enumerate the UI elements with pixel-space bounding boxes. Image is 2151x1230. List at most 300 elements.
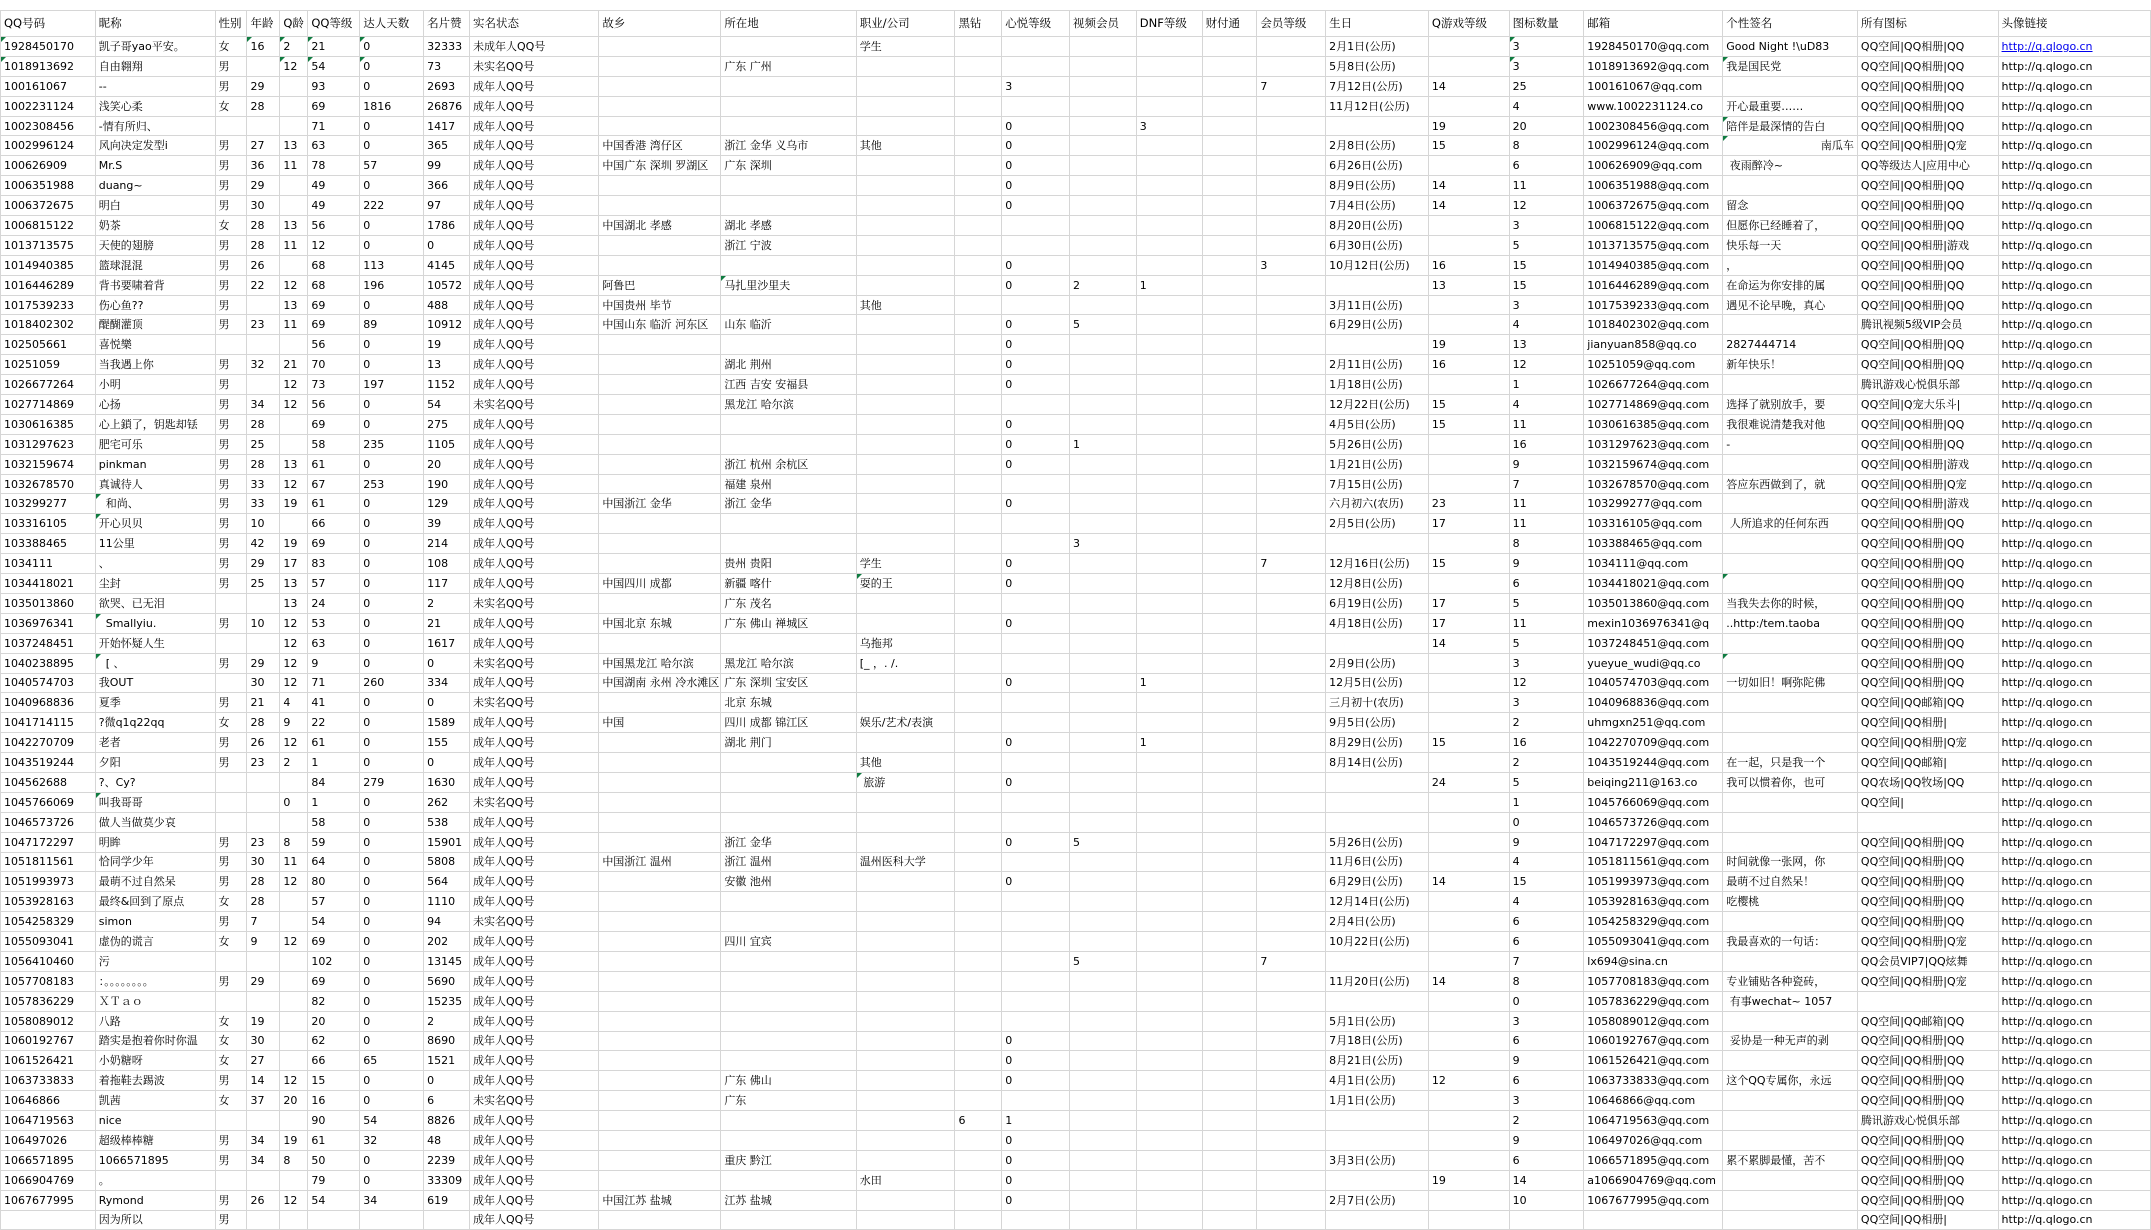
cell-birthday[interactable] xyxy=(1326,792,1429,812)
cell-dnf_level[interactable] xyxy=(1136,136,1202,156)
cell-realname_status[interactable]: 成年人QQ号 xyxy=(470,832,599,852)
cell-qage[interactable] xyxy=(280,951,308,971)
cell-qq[interactable]: 1018913692 xyxy=(1,56,96,76)
cell-xinyue_level[interactable]: 0 xyxy=(1002,1130,1070,1150)
cell-job[interactable] xyxy=(856,1210,955,1230)
cell-all_icons[interactable]: QQ空间|QQ相册|QQ xyxy=(1857,872,1998,892)
cell-location[interactable] xyxy=(721,1111,856,1131)
cell-email[interactable]: 1032159674@qq.com xyxy=(1584,454,1723,474)
cell-daren_days[interactable]: 0 xyxy=(360,1031,424,1051)
cell-realname_status[interactable]: 成年人QQ号 xyxy=(470,971,599,991)
cell-qgame_level[interactable] xyxy=(1428,37,1509,57)
cell-avatar_link[interactable]: http://q.qlogo.cn xyxy=(1998,156,2150,176)
cell-realname_status[interactable]: 未实名QQ号 xyxy=(470,653,599,673)
cell-dnf_level[interactable] xyxy=(1136,932,1202,952)
cell-qq_level[interactable]: 1 xyxy=(308,753,360,773)
cell-black_diamond[interactable] xyxy=(955,494,1002,514)
cell-all_icons[interactable]: QQ空间|QQ相册|QQ xyxy=(1857,574,1998,594)
cell-all_icons[interactable]: QQ空间|QQ相册|QQ xyxy=(1857,832,1998,852)
cell-realname_status[interactable]: 成年人QQ号 xyxy=(470,434,599,454)
cell-email[interactable]: uhmgxn251@qq.com xyxy=(1584,713,1723,733)
cell-icon_count[interactable]: 10 xyxy=(1509,1190,1584,1210)
cell-realname_status[interactable]: 成年人QQ号 xyxy=(470,1011,599,1031)
cell-card_likes[interactable]: 5808 xyxy=(424,852,470,872)
cell-all_icons[interactable]: QQ空间|QQ相册|QQ xyxy=(1857,1190,1998,1210)
cell-all_icons[interactable]: 腾讯视频5级VIP会员 xyxy=(1857,315,1998,335)
cell-birthday[interactable]: 12月14日(公历) xyxy=(1326,892,1429,912)
cell-nickname[interactable]: nice xyxy=(95,1111,215,1131)
cell-qq[interactable]: 1026677264 xyxy=(1,375,96,395)
cell-xinyue_level[interactable]: 0 xyxy=(1002,1190,1070,1210)
cell-tenpay[interactable] xyxy=(1202,792,1257,812)
cell-qage[interactable]: 12 xyxy=(280,375,308,395)
cell-icon_count[interactable]: 0 xyxy=(1509,991,1584,1011)
cell-qage[interactable]: 13 xyxy=(280,136,308,156)
cell-icon_count[interactable]: 11 xyxy=(1509,613,1584,633)
cell-black_diamond[interactable]: 6 xyxy=(955,1111,1002,1131)
cell-card_likes[interactable]: 2 xyxy=(424,593,470,613)
column-header-location[interactable]: 所在地 xyxy=(721,11,856,37)
cell-black_diamond[interactable] xyxy=(955,653,1002,673)
cell-nickname[interactable]: ＸＴａｏ xyxy=(95,991,215,1011)
cell-qq[interactable]: 1016446289 xyxy=(1,275,96,295)
cell-icon_count[interactable]: 0 xyxy=(1509,812,1584,832)
cell-dnf_level[interactable] xyxy=(1136,474,1202,494)
cell-location[interactable] xyxy=(721,196,856,216)
cell-black_diamond[interactable] xyxy=(955,912,1002,932)
cell-qq[interactable]: 1045766069 xyxy=(1,792,96,812)
cell-qq_level[interactable]: 53 xyxy=(308,613,360,633)
cell-qage[interactable]: 19 xyxy=(280,1130,308,1150)
cell-qgame_level[interactable] xyxy=(1428,693,1509,713)
cell-xinyue_level[interactable]: 0 xyxy=(1002,315,1070,335)
cell-age[interactable]: 23 xyxy=(247,315,280,335)
cell-tenpay[interactable] xyxy=(1202,593,1257,613)
cell-black_diamond[interactable] xyxy=(955,713,1002,733)
cell-job[interactable]: 学生 xyxy=(856,554,955,574)
cell-video_vip[interactable] xyxy=(1069,56,1136,76)
cell-age[interactable] xyxy=(247,116,280,136)
cell-qage[interactable] xyxy=(280,434,308,454)
column-header-signature[interactable]: 个性签名 xyxy=(1723,11,1858,37)
cell-dnf_level[interactable] xyxy=(1136,574,1202,594)
cell-card_likes[interactable]: 1110 xyxy=(424,892,470,912)
cell-realname_status[interactable]: 成年人QQ号 xyxy=(470,554,599,574)
cell-nickname[interactable]: 心扬 xyxy=(95,395,215,415)
cell-nickname[interactable]: 开心贝贝 xyxy=(95,514,215,534)
cell-qgame_level[interactable] xyxy=(1428,1091,1509,1111)
cell-qq_level[interactable]: 49 xyxy=(308,196,360,216)
cell-job[interactable] xyxy=(856,812,955,832)
cell-signature[interactable]: 2827444714 xyxy=(1723,335,1858,355)
cell-location[interactable]: 北京 东城 xyxy=(721,693,856,713)
cell-qgame_level[interactable] xyxy=(1428,912,1509,932)
cell-vip_level[interactable] xyxy=(1257,932,1326,952)
cell-gender[interactable]: 男 xyxy=(215,176,247,196)
cell-tenpay[interactable] xyxy=(1202,772,1257,792)
cell-daren_days[interactable]: 0 xyxy=(360,235,424,255)
cell-qgame_level[interactable]: 19 xyxy=(1428,1170,1509,1190)
cell-job[interactable]: 乌拖邦 xyxy=(856,633,955,653)
cell-icon_count[interactable] xyxy=(1509,1210,1584,1230)
cell-qq[interactable]: 100626909 xyxy=(1,156,96,176)
cell-dnf_level[interactable] xyxy=(1136,494,1202,514)
cell-email[interactable]: 1030616385@qq.com xyxy=(1584,414,1723,434)
cell-xinyue_level[interactable] xyxy=(1002,792,1070,812)
cell-icon_count[interactable]: 3 xyxy=(1509,295,1584,315)
cell-black_diamond[interactable] xyxy=(955,534,1002,554)
cell-vip_level[interactable] xyxy=(1257,872,1326,892)
cell-nickname[interactable]: 自由翱翔 xyxy=(95,56,215,76)
cell-qq_level[interactable]: 69 xyxy=(308,295,360,315)
cell-realname_status[interactable]: 未实名QQ号 xyxy=(470,912,599,932)
cell-birthday[interactable] xyxy=(1326,1170,1429,1190)
cell-qage[interactable]: 12 xyxy=(280,395,308,415)
column-header-age[interactable]: 年龄 xyxy=(247,11,280,37)
cell-nickname[interactable]: 污 xyxy=(95,951,215,971)
cell-tenpay[interactable] xyxy=(1202,176,1257,196)
cell-card_likes[interactable]: 1417 xyxy=(424,116,470,136)
cell-card_likes[interactable]: 2693 xyxy=(424,76,470,96)
cell-qq_level[interactable]: 90 xyxy=(308,1111,360,1131)
cell-vip_level[interactable] xyxy=(1257,713,1326,733)
cell-daren_days[interactable]: 0 xyxy=(360,1011,424,1031)
cell-icon_count[interactable]: 3 xyxy=(1509,693,1584,713)
cell-dnf_level[interactable] xyxy=(1136,235,1202,255)
cell-job[interactable] xyxy=(856,673,955,693)
cell-all_icons[interactable]: QQ空间|QQ相册|QQ xyxy=(1857,255,1998,275)
cell-daren_days[interactable]: 0 xyxy=(360,653,424,673)
cell-job[interactable] xyxy=(856,156,955,176)
cell-vip_level[interactable] xyxy=(1257,1150,1326,1170)
cell-qq_level[interactable]: 58 xyxy=(308,812,360,832)
cell-all_icons[interactable]: QQ等级达人|应用中心 xyxy=(1857,156,1998,176)
cell-dnf_level[interactable]: 1 xyxy=(1136,673,1202,693)
cell-black_diamond[interactable] xyxy=(955,1170,1002,1190)
cell-email[interactable]: 106497026@qq.com xyxy=(1584,1130,1723,1150)
cell-email[interactable]: 1006351988@qq.com xyxy=(1584,176,1723,196)
cell-video_vip[interactable] xyxy=(1069,196,1136,216)
cell-email[interactable]: 1040574703@qq.com xyxy=(1584,673,1723,693)
column-header-xinyue_level[interactable]: 心悦等级 xyxy=(1002,11,1070,37)
cell-hometown[interactable] xyxy=(599,434,721,454)
cell-xinyue_level[interactable]: 0 xyxy=(1002,335,1070,355)
cell-birthday[interactable]: 5月1日(公历) xyxy=(1326,1011,1429,1031)
cell-hometown[interactable] xyxy=(599,1071,721,1091)
cell-qgame_level[interactable] xyxy=(1428,434,1509,454)
cell-location[interactable] xyxy=(721,37,856,57)
cell-xinyue_level[interactable] xyxy=(1002,991,1070,1011)
cell-qq_level[interactable]: 58 xyxy=(308,434,360,454)
cell-age[interactable]: 26 xyxy=(247,255,280,275)
cell-card_likes[interactable]: 20 xyxy=(424,454,470,474)
cell-qgame_level[interactable] xyxy=(1428,96,1509,116)
cell-age[interactable] xyxy=(247,593,280,613)
cell-daren_days[interactable]: 0 xyxy=(360,951,424,971)
cell-age[interactable]: 28 xyxy=(247,872,280,892)
cell-age[interactable]: 10 xyxy=(247,514,280,534)
cell-email[interactable]: 1040968836@qq.com xyxy=(1584,693,1723,713)
cell-hometown[interactable] xyxy=(599,56,721,76)
cell-daren_days[interactable]: 0 xyxy=(360,633,424,653)
cell-nickname[interactable]: 做人当做莫少哀 xyxy=(95,812,215,832)
cell-qgame_level[interactable] xyxy=(1428,474,1509,494)
cell-dnf_level[interactable] xyxy=(1136,176,1202,196)
cell-gender[interactable]: 男 xyxy=(215,196,247,216)
cell-age[interactable]: 28 xyxy=(247,713,280,733)
cell-video_vip[interactable] xyxy=(1069,375,1136,395)
cell-avatar_link[interactable]: http://q.qlogo.cn xyxy=(1998,1190,2150,1210)
cell-xinyue_level[interactable]: 0 xyxy=(1002,1051,1070,1071)
cell-all_icons[interactable]: QQ空间|QQ相册|QQ xyxy=(1857,1150,1998,1170)
cell-job[interactable] xyxy=(856,414,955,434)
cell-card_likes[interactable]: 15235 xyxy=(424,991,470,1011)
cell-black_diamond[interactable] xyxy=(955,295,1002,315)
cell-black_diamond[interactable] xyxy=(955,375,1002,395)
cell-qq[interactable]: 1057708183 xyxy=(1,971,96,991)
cell-video_vip[interactable] xyxy=(1069,753,1136,773)
cell-email[interactable]: 1002996124@qq.com xyxy=(1584,136,1723,156)
cell-card_likes[interactable]: 0 xyxy=(424,693,470,713)
cell-qq[interactable]: 1030616385 xyxy=(1,414,96,434)
cell-qage[interactable]: 8 xyxy=(280,1150,308,1170)
cell-xinyue_level[interactable] xyxy=(1002,912,1070,932)
cell-vip_level[interactable] xyxy=(1257,275,1326,295)
cell-qq_level[interactable]: 56 xyxy=(308,335,360,355)
cell-qq_level[interactable] xyxy=(308,1210,360,1230)
cell-dnf_level[interactable] xyxy=(1136,852,1202,872)
cell-vip_level[interactable]: 7 xyxy=(1257,554,1326,574)
cell-icon_count[interactable]: 16 xyxy=(1509,733,1584,753)
cell-gender[interactable] xyxy=(215,812,247,832)
cell-signature[interactable]: 妥协是一种无声的剥 xyxy=(1723,1031,1858,1051)
cell-location[interactable]: 广东 佛山 xyxy=(721,1071,856,1091)
cell-realname_status[interactable]: 成年人QQ号 xyxy=(470,733,599,753)
cell-xinyue_level[interactable] xyxy=(1002,812,1070,832)
cell-qage[interactable] xyxy=(280,971,308,991)
cell-birthday[interactable]: 12月22日(公历) xyxy=(1326,395,1429,415)
cell-hometown[interactable] xyxy=(599,792,721,812)
cell-location[interactable]: 浙江 金华 义乌市 xyxy=(721,136,856,156)
cell-black_diamond[interactable] xyxy=(955,514,1002,534)
cell-black_diamond[interactable] xyxy=(955,872,1002,892)
cell-realname_status[interactable]: 成年人QQ号 xyxy=(470,76,599,96)
cell-icon_count[interactable]: 6 xyxy=(1509,1031,1584,1051)
cell-tenpay[interactable] xyxy=(1202,1011,1257,1031)
cell-video_vip[interactable] xyxy=(1069,37,1136,57)
cell-qage[interactable]: 12 xyxy=(280,1190,308,1210)
cell-birthday[interactable] xyxy=(1326,633,1429,653)
cell-email[interactable]: 1043519244@qq.com xyxy=(1584,753,1723,773)
cell-tenpay[interactable] xyxy=(1202,892,1257,912)
cell-qage[interactable]: 8 xyxy=(280,832,308,852)
cell-daren_days[interactable]: 197 xyxy=(360,375,424,395)
column-header-realname_status[interactable]: 实名状态 xyxy=(470,11,599,37)
cell-hometown[interactable]: 中国四川 成都 xyxy=(599,574,721,594)
cell-black_diamond[interactable] xyxy=(955,1051,1002,1071)
cell-email[interactable]: 1006372675@qq.com xyxy=(1584,196,1723,216)
cell-xinyue_level[interactable] xyxy=(1002,37,1070,57)
cell-age[interactable] xyxy=(247,375,280,395)
cell-qq[interactable]: 1043519244 xyxy=(1,753,96,773)
cell-avatar_link[interactable]: http://q.qlogo.cn xyxy=(1998,534,2150,554)
cell-qage[interactable] xyxy=(280,1031,308,1051)
cell-tenpay[interactable] xyxy=(1202,613,1257,633)
cell-tenpay[interactable] xyxy=(1202,235,1257,255)
cell-qq_level[interactable]: 67 xyxy=(308,474,360,494)
cell-qq_level[interactable]: 102 xyxy=(308,951,360,971)
cell-qq_level[interactable]: 71 xyxy=(308,673,360,693)
cell-hometown[interactable] xyxy=(599,693,721,713)
cell-avatar_link[interactable]: http://q.qlogo.cn xyxy=(1998,196,2150,216)
cell-card_likes[interactable]: 334 xyxy=(424,673,470,693)
cell-qq[interactable]: 1063733833 xyxy=(1,1071,96,1091)
cell-dnf_level[interactable]: 3 xyxy=(1136,116,1202,136)
cell-card_likes[interactable]: 1589 xyxy=(424,713,470,733)
cell-job[interactable] xyxy=(856,951,955,971)
cell-qq_level[interactable]: 69 xyxy=(308,414,360,434)
cell-birthday[interactable] xyxy=(1326,991,1429,1011)
cell-qq[interactable]: 1041714115 xyxy=(1,713,96,733)
cell-qq_level[interactable]: 78 xyxy=(308,156,360,176)
cell-all_icons[interactable]: 腾讯游戏心悦俱乐部 xyxy=(1857,375,1998,395)
cell-video_vip[interactable] xyxy=(1069,1071,1136,1091)
cell-qgame_level[interactable]: 14 xyxy=(1428,76,1509,96)
cell-signature[interactable]: 选择了就别放手，要 xyxy=(1723,395,1858,415)
cell-realname_status[interactable]: 成年人QQ号 xyxy=(470,335,599,355)
cell-avatar_link[interactable]: http://q.qlogo.cn xyxy=(1998,1130,2150,1150)
cell-gender[interactable] xyxy=(215,772,247,792)
cell-signature[interactable]: 新年快乐！ xyxy=(1723,355,1858,375)
cell-gender[interactable] xyxy=(215,633,247,653)
cell-qq_level[interactable]: 66 xyxy=(308,1051,360,1071)
cell-gender[interactable] xyxy=(215,593,247,613)
cell-qage[interactable] xyxy=(280,772,308,792)
cell-email[interactable]: 1034111@qq.com xyxy=(1584,554,1723,574)
cell-realname_status[interactable]: 成年人QQ号 xyxy=(470,96,599,116)
cell-age[interactable]: 21 xyxy=(247,693,280,713)
cell-nickname[interactable]: 因为所以 xyxy=(95,1210,215,1230)
cell-qq_level[interactable]: 82 xyxy=(308,991,360,1011)
cell-gender[interactable]: 男 xyxy=(215,235,247,255)
cell-icon_count[interactable]: 9 xyxy=(1509,832,1584,852)
cell-hometown[interactable] xyxy=(599,1130,721,1150)
cell-signature[interactable]: 我是国民党 xyxy=(1723,56,1858,76)
cell-age[interactable]: 19 xyxy=(247,1011,280,1031)
cell-age[interactable]: 34 xyxy=(247,395,280,415)
cell-card_likes[interactable]: 13 xyxy=(424,355,470,375)
cell-realname_status[interactable]: 未成年人QQ号 xyxy=(470,37,599,57)
cell-location[interactable]: 广东 广州 xyxy=(721,56,856,76)
cell-daren_days[interactable]: 0 xyxy=(360,971,424,991)
cell-email[interactable]: 10251059@qq.com xyxy=(1584,355,1723,375)
cell-qq[interactable]: 1037248451 xyxy=(1,633,96,653)
cell-qq[interactable]: 1067677995 xyxy=(1,1190,96,1210)
cell-tenpay[interactable] xyxy=(1202,335,1257,355)
cell-age[interactable]: 14 xyxy=(247,1071,280,1091)
cell-email[interactable]: 1018402302@qq.com xyxy=(1584,315,1723,335)
cell-qgame_level[interactable]: 14 xyxy=(1428,633,1509,653)
cell-qq[interactable]: 1032678570 xyxy=(1,474,96,494)
cell-qq[interactable]: 1051811561 xyxy=(1,852,96,872)
cell-location[interactable]: 黑龙江 哈尔滨 xyxy=(721,395,856,415)
cell-xinyue_level[interactable] xyxy=(1002,235,1070,255)
cell-dnf_level[interactable] xyxy=(1136,693,1202,713)
cell-gender[interactable]: 男 xyxy=(215,534,247,554)
column-header-qgame_level[interactable]: Q游戏等级 xyxy=(1428,11,1509,37)
cell-black_diamond[interactable] xyxy=(955,176,1002,196)
cell-nickname[interactable]: 踏实是抱着你时你温 xyxy=(95,1031,215,1051)
cell-realname_status[interactable]: 成年人QQ号 xyxy=(470,136,599,156)
cell-location[interactable] xyxy=(721,792,856,812)
column-header-all_icons[interactable]: 所有图标 xyxy=(1857,11,1998,37)
cell-signature[interactable]: ..http:/tem.taoba xyxy=(1723,613,1858,633)
cell-all_icons[interactable]: QQ空间|QQ相册|QQ xyxy=(1857,912,1998,932)
cell-tenpay[interactable] xyxy=(1202,255,1257,275)
cell-tenpay[interactable] xyxy=(1202,1071,1257,1091)
cell-signature[interactable]: 专业铺贴各种瓷砖， xyxy=(1723,971,1858,991)
cell-xinyue_level[interactable] xyxy=(1002,474,1070,494)
cell-nickname[interactable]: 开始怀疑人生 xyxy=(95,633,215,653)
cell-tenpay[interactable] xyxy=(1202,832,1257,852)
cell-job[interactable] xyxy=(856,971,955,991)
cell-qage[interactable] xyxy=(280,196,308,216)
cell-dnf_level[interactable] xyxy=(1136,832,1202,852)
cell-job[interactable] xyxy=(856,1111,955,1131)
cell-birthday[interactable]: 7月4日(公历) xyxy=(1326,196,1429,216)
cell-black_diamond[interactable] xyxy=(955,275,1002,295)
cell-age[interactable] xyxy=(247,1170,280,1190)
cell-video_vip[interactable] xyxy=(1069,613,1136,633)
cell-dnf_level[interactable] xyxy=(1136,554,1202,574)
cell-signature[interactable]: 遇见不论早晚，真心 xyxy=(1723,295,1858,315)
cell-birthday[interactable]: 12月16日(公历) xyxy=(1326,554,1429,574)
cell-icon_count[interactable]: 11 xyxy=(1509,514,1584,534)
cell-black_diamond[interactable] xyxy=(955,76,1002,96)
cell-signature[interactable]: 夜雨醉冷~ xyxy=(1723,156,1858,176)
cell-qage[interactable]: 11 xyxy=(280,315,308,335)
cell-location[interactable] xyxy=(721,414,856,434)
cell-signature[interactable] xyxy=(1723,832,1858,852)
cell-vip_level[interactable] xyxy=(1257,1210,1326,1230)
cell-hometown[interactable]: 中国浙江 金华 xyxy=(599,494,721,514)
cell-all_icons[interactable]: QQ空间|QQ相册| xyxy=(1857,713,1998,733)
cell-realname_status[interactable]: 成年人QQ号 xyxy=(470,176,599,196)
cell-avatar_link[interactable]: http://q.qlogo.cn xyxy=(1998,494,2150,514)
column-header-birthday[interactable]: 生日 xyxy=(1326,11,1429,37)
cell-hometown[interactable] xyxy=(599,534,721,554)
cell-vip_level[interactable] xyxy=(1257,454,1326,474)
cell-dnf_level[interactable] xyxy=(1136,295,1202,315)
cell-email[interactable]: 103299277@qq.com xyxy=(1584,494,1723,514)
cell-gender[interactable]: 男 xyxy=(215,1150,247,1170)
cell-card_likes[interactable]: 129 xyxy=(424,494,470,514)
cell-vip_level[interactable] xyxy=(1257,56,1326,76)
cell-avatar_link[interactable]: http://q.qlogo.cn xyxy=(1998,633,2150,653)
cell-nickname[interactable]: 凯子哥yao平安。 xyxy=(95,37,215,57)
cell-video_vip[interactable] xyxy=(1069,414,1136,434)
cell-location[interactable] xyxy=(721,892,856,912)
cell-icon_count[interactable]: 5 xyxy=(1509,633,1584,653)
cell-vip_level[interactable] xyxy=(1257,753,1326,773)
cell-all_icons[interactable]: QQ空间| xyxy=(1857,792,1998,812)
cell-qage[interactable]: 19 xyxy=(280,534,308,554)
cell-video_vip[interactable] xyxy=(1069,872,1136,892)
cell-vip_level[interactable] xyxy=(1257,852,1326,872)
cell-card_likes[interactable]: 0 xyxy=(424,235,470,255)
cell-job[interactable] xyxy=(856,693,955,713)
cell-nickname[interactable]: 最萌不过自然呆 xyxy=(95,872,215,892)
